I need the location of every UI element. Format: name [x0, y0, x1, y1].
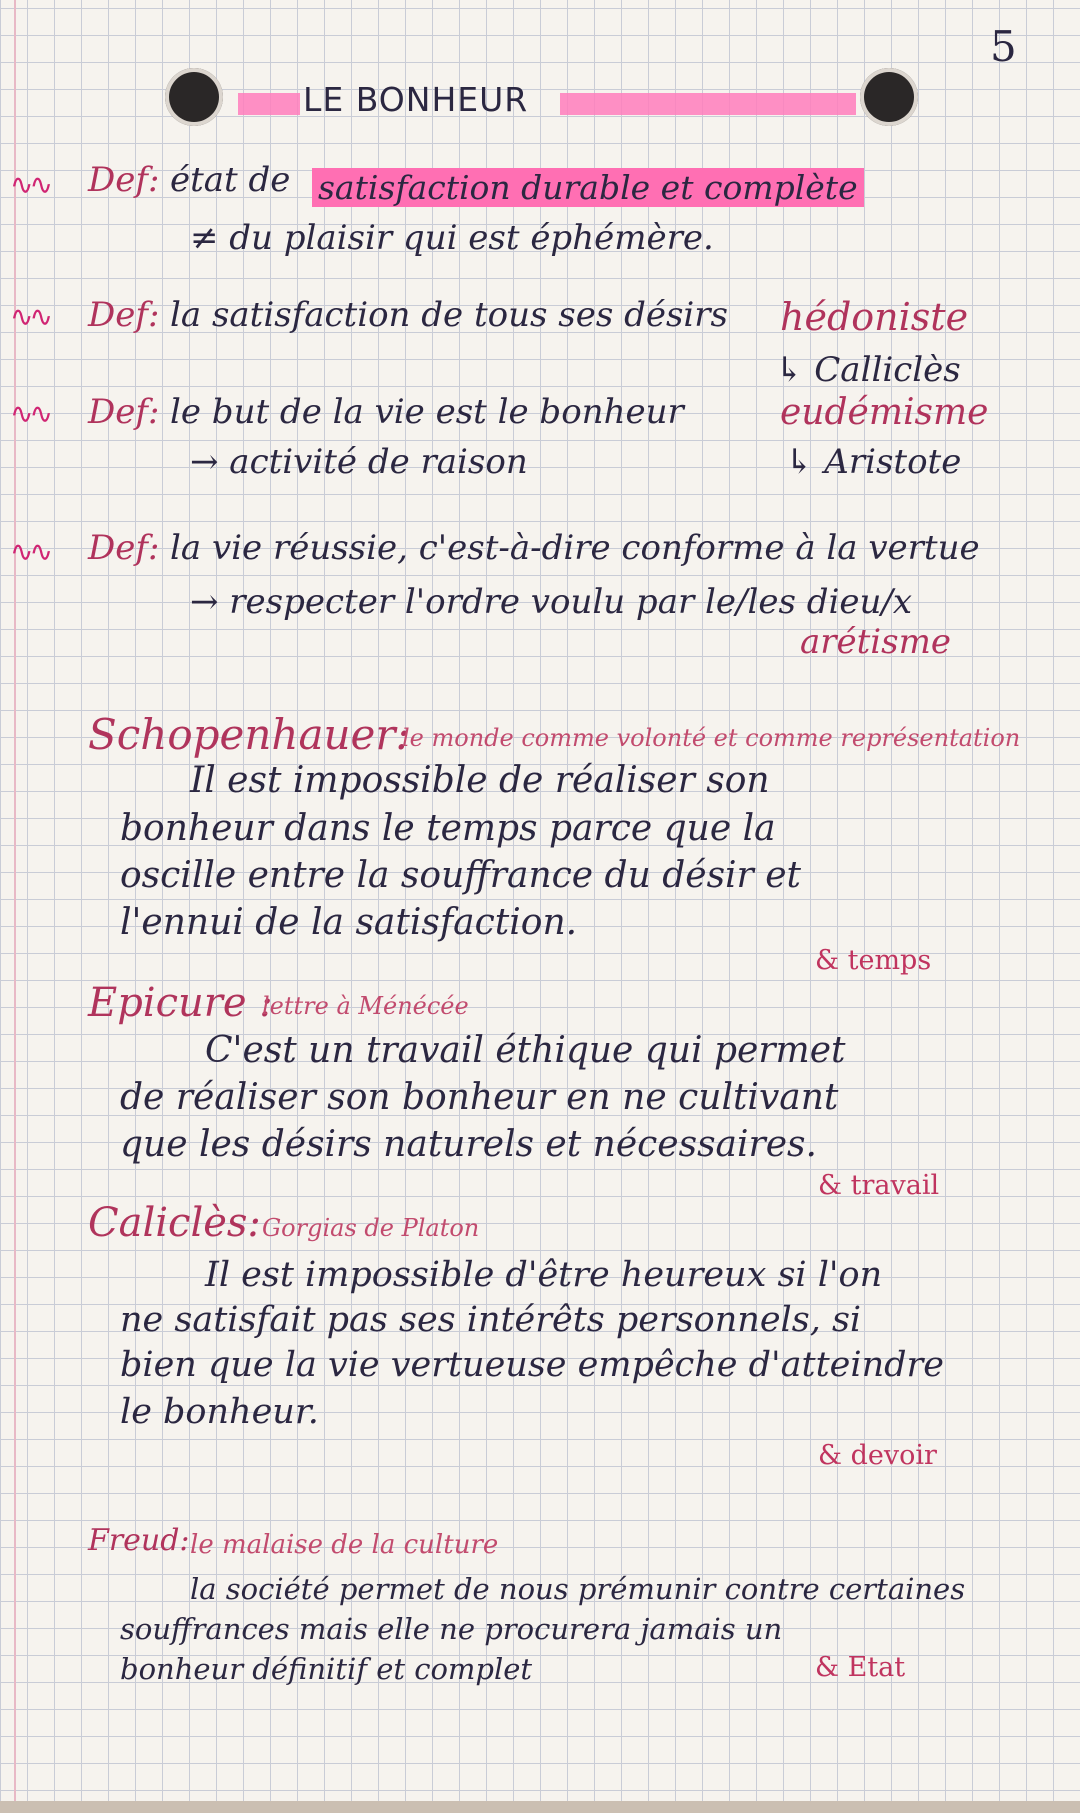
- author-name: Schopenhauer:: [88, 710, 410, 759]
- author-text-line: le bonheur.: [120, 1392, 319, 1432]
- def-highlight: satisfaction durable et complète: [312, 168, 864, 207]
- author-work: lettre à Ménécée: [262, 992, 469, 1020]
- author-text-line: de réaliser son bonheur en ne cultivant: [120, 1077, 839, 1118]
- margin-line: [14, 0, 16, 1813]
- def-source: ↳ Calliclès: [775, 350, 961, 390]
- author-name: Caliclès:: [88, 1200, 261, 1246]
- author-text-line: C'est un travail éthique qui permet: [205, 1030, 846, 1071]
- theme-tag: & temps: [815, 945, 932, 976]
- def-text: le but de la vie est le bonheur: [170, 392, 684, 432]
- title-highlight-right: [560, 93, 856, 115]
- page-bottom-edge: [0, 1801, 1080, 1813]
- author-text-line: que les désirs naturels et nécessaires.: [120, 1124, 817, 1165]
- author-name: Freud:: [88, 1523, 190, 1558]
- def-text: état de: [170, 160, 291, 200]
- def-term: hédoniste: [780, 295, 969, 339]
- def-label: Def:: [88, 160, 160, 200]
- def-label: Def:: [88, 295, 160, 335]
- author-text-line: Il est impossible d'être heureux si l'on: [205, 1255, 883, 1295]
- page-number: 5: [990, 22, 1017, 71]
- def-term: arétisme: [800, 622, 951, 662]
- def-term: eudémisme: [780, 392, 989, 433]
- author-name: Epicure :: [88, 980, 273, 1026]
- def-subline: → activité de raison: [190, 442, 528, 482]
- theme-tag: & devoir: [818, 1440, 937, 1471]
- author-work: le monde comme volonté et comme représentation: [402, 724, 1021, 752]
- wavy-bullet-icon: ∿∿: [10, 300, 49, 333]
- punch-hole-icon: [860, 68, 918, 126]
- def-source: ↳ Aristote: [785, 442, 962, 482]
- def-label: Def:: [88, 392, 160, 432]
- wavy-bullet-icon: ∿∿: [10, 168, 49, 201]
- author-text-line: Il est impossible de réaliser son: [190, 760, 770, 801]
- author-work: le malaise de la culture: [190, 1530, 499, 1560]
- def-label: Def:: [88, 528, 160, 568]
- author-text-line: bien que la vie vertueuse empêche d'atteindre: [120, 1345, 944, 1385]
- wavy-bullet-icon: ∿∿: [10, 535, 49, 568]
- def-text: la vie réussie, c'est-à-dire conforme à la vertue: [170, 528, 980, 568]
- author-text-line: bonheur définitif et complet: [120, 1652, 533, 1686]
- page-title: LE BONHEUR: [303, 80, 529, 119]
- def-text: la satisfaction de tous ses désirs: [170, 295, 728, 335]
- author-text-line: souffrances mais elle ne procurera jamais un: [120, 1612, 783, 1646]
- author-text-line: ne satisfait pas ses intérêts personnels, si: [120, 1300, 862, 1340]
- title-highlight-left: [238, 93, 300, 115]
- def-subline: ≠ du plaisir qui est éphémère.: [190, 218, 714, 258]
- author-text-line: l'ennui de la satisfaction.: [120, 902, 578, 943]
- theme-tag: & Etat: [815, 1652, 906, 1683]
- def-subline: → respecter l'ordre voulu par le/les dieu/x: [190, 582, 913, 622]
- author-text-line: la société permet de nous prémunir contre certaines: [190, 1572, 966, 1606]
- wavy-bullet-icon: ∿∿: [10, 397, 49, 430]
- theme-tag: & travail: [818, 1170, 940, 1201]
- author-text-line: oscille entre la souffrance du désir et: [120, 855, 801, 896]
- author-work: Gorgias de Platon: [262, 1214, 480, 1242]
- punch-hole-icon: [165, 68, 223, 126]
- author-text-line: bonheur dans le temps parce que la: [120, 808, 776, 849]
